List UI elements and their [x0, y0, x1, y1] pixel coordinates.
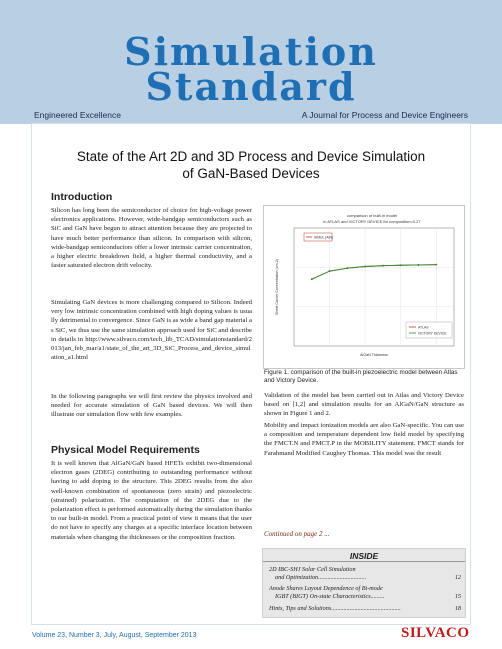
inside-item-line1: Anode Shares Layout Dependence of Bi-mode: [269, 585, 383, 592]
figure-1: [263, 205, 465, 369]
figure-1-plot: [264, 206, 464, 368]
intro-paragraph-1: Silicon has long been the semiconductor of choice for high-voltage power electronics applications. However, wide-bandgap semiconductors such as SiC and GaN have begun to attract attention because they are projected to have much better performance than silicon. In comparison with silicon, wide-bandgap semiconductors offer a lower intrinsic carrier concentration, a higher electric breakdown field, a higher thermal conductivity, and a faster saturated electron drift velocity.: [51, 207, 252, 270]
intro-paragraph-3: In the following paragraphs we will first review the physics involved and needed for accurate simulation of GaN based devices. We will then illustrate our simulation flow with few examples.: [51, 393, 252, 419]
inside-item[interactable]: [269, 585, 461, 601]
inside-item-line1: 2D IBC-SHJ Solar Cell Simulation: [269, 566, 356, 573]
physical-model-heading: Physical Model Requirements: [51, 444, 200, 456]
data-point: [400, 264, 402, 266]
data-point: [311, 278, 313, 280]
inside-item-leader: .............................................: [331, 605, 401, 612]
intro-heading: Introduction: [51, 191, 113, 203]
article-title-line1: State of the Art 2D and 3D Process and Device Simulation: [76, 149, 426, 164]
data-point: [329, 270, 331, 272]
masthead-title-line1: Simulation: [124, 29, 378, 74]
continued-link[interactable]: Continued on page 2 ...: [264, 530, 330, 538]
data-point: [382, 265, 384, 267]
issue-info: Volume 23, Number 3, July, August, September 2013: [32, 632, 197, 639]
data-point: [346, 267, 348, 269]
plot-title-line1: comparison of built-in model: [346, 213, 398, 218]
inside-item-line2: IGBT (BIGT) On-state Characteristics.........: [275, 593, 385, 600]
inside-item-page: 18: [454, 605, 461, 612]
inside-item[interactable]: [269, 566, 461, 582]
y-axis-label: Sheet Carrier Concentration (cm-2): [275, 258, 279, 316]
inside-box: [262, 548, 466, 618]
inside-item-page: 12: [454, 574, 461, 581]
physical-model-paragraph: It is well known that AlGaN/GaN based HFETs exhibit two-dimensional electron gases (2DEG) contributing to outstanding performance without having to add doping to the structure. This 2DEG results from the also well-known combination of spontaneous (zero strain) and piezoelectric (strained) polarization. The computation of the 2DEG due to the polarization effect is performed automatically during the simulation thanks to our built-in model. From a practical point of view it means that the user do not have to specify any charges at a specific interface location between materials when changing the thicknesses or the composition fraction.: [51, 460, 252, 541]
legend-victory-label: VICTORY DEVICE: [418, 331, 447, 336]
legend-box: [406, 322, 452, 338]
figure-1-caption: Figure 1. comparison of the built-in piezoelectric model between Atlas and Victory Device.: [264, 369, 458, 384]
right-paragraph-2: Mobility and impact ionization models are also GaN-specific. You can use a composition and temperature dependent low field model by specifying the FMCT.N and FMCT.P in the MOBILITY statement. FMCT stands for Farahmand Modified Caughey Thomas. This model was the result: [264, 422, 464, 457]
inside-title: INSIDE: [349, 551, 379, 561]
data-point: [364, 266, 366, 268]
inside-item-page: 15: [454, 593, 461, 600]
masthead-right-tag: A Journal for Process and Device Engineers: [301, 110, 468, 120]
legend-top-label: SIMUL (AlN): [314, 235, 333, 240]
data-point: [435, 264, 437, 266]
plot-title-line2: in ATLAS and VICTORY DEVICE for composition=0.27: [323, 219, 421, 224]
x-axis-label: AlGaN Thickness: [360, 353, 388, 357]
silvaco-logo: SILVACO: [401, 625, 470, 641]
data-point: [418, 264, 420, 266]
masthead-left-tag: Engineered Excellence: [34, 110, 121, 120]
right-paragraph-1: Validation of the model has been carried out in Atlas and Victory Device based on [1,2] and simulation results for an AlGaN/GaN structure as shown in Figure 1 and 2.: [264, 392, 464, 418]
inside-item-line1: Hints, Tips and Solutions: [269, 605, 332, 612]
inside-divider: [263, 561, 465, 562]
legend-atlas-label: ATLAS: [418, 325, 429, 330]
inside-item[interactable]: [269, 605, 461, 613]
article-title: [32, 148, 470, 182]
intro-paragraph-2: Simulating GaN devices is more challenging compared to Silicon. Indeed very low intrinsic concentration combined with high doping values is usually detrimental to convergence. Since GaN is as wide a band gap material as SiC, we thus use the same simulation approach used for SiC and describe in details in http://www.silvaco.com/tech_lib_TCAD/simulationstandard/2013/jan_feb_mar/a1/state_of_the_art_3D_SiC_Process_and_device_simulation_a1.html: [51, 299, 252, 362]
masthead-title-line2: Standard: [145, 64, 357, 109]
inside-item-line2: and Optimization...............................: [275, 574, 367, 581]
article-title-line2: of GaN-Based Devices: [182, 166, 320, 181]
